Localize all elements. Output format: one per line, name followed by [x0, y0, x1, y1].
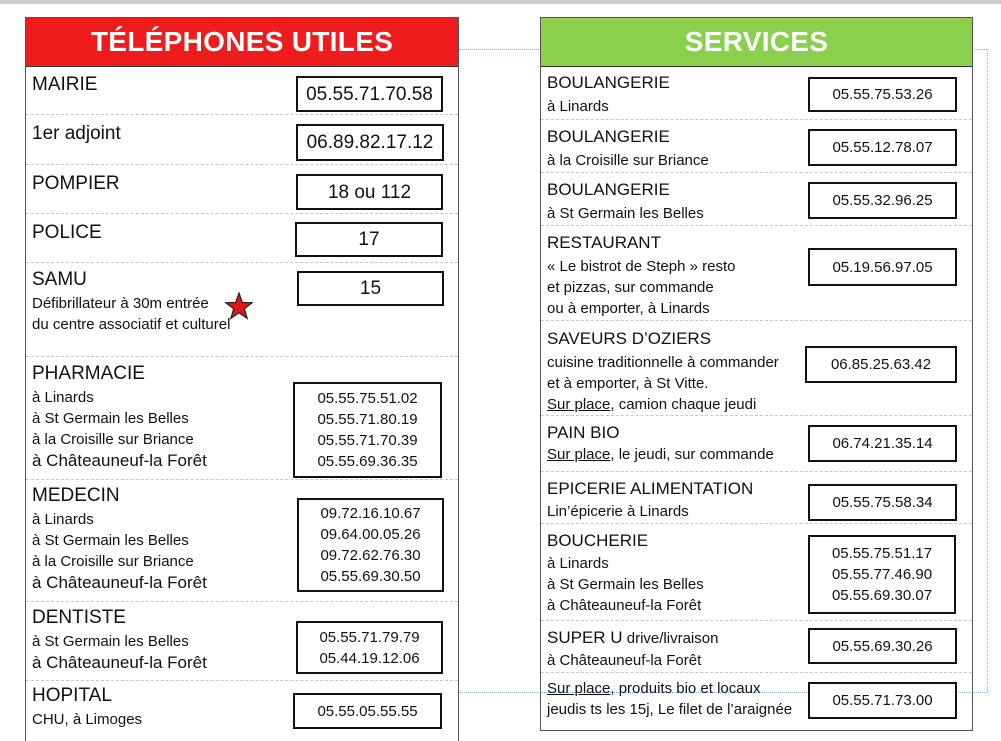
epicerie-phone[interactable]	[808, 484, 957, 521]
boulangerie-croisille-phone[interactable]	[808, 129, 957, 166]
dentiste-place-1: à St Germain les Belles	[32, 633, 189, 650]
hopital-label: HOPITAL	[32, 685, 112, 706]
medecin-label: MEDECIN	[32, 485, 120, 506]
mairie-phone[interactable]	[296, 76, 443, 112]
police-phone-text: 17	[358, 229, 380, 250]
superu-name: SUPER U	[547, 628, 623, 647]
pharmacie-phone-4: 05.55.69.36.35	[317, 453, 418, 470]
adjoint-phone-text: 06.89.82.17.12	[306, 132, 434, 153]
marche-sur-place: Sur place	[547, 680, 611, 697]
saveurs-line-2: et à emporter, à St Vitte.	[547, 375, 709, 392]
adjoint-label: 1er adjoint	[32, 123, 121, 144]
saveurs-row	[541, 321, 972, 416]
samu-phone-text: 15	[359, 278, 382, 299]
boulangerie-croisille-label: BOULANGERIE	[547, 127, 670, 146]
dentiste-phones[interactable]	[296, 621, 443, 674]
painbio-line-1	[547, 444, 774, 465]
boucherie-phone-3: 05.55.69.30.07	[831, 587, 933, 604]
boucherie-row	[541, 524, 972, 621]
police-label: POLICE	[32, 222, 102, 243]
dentiste-row	[26, 602, 458, 681]
pharmacie-phone-1: 05.55.75.51.02	[317, 390, 418, 407]
boulangerie-croisille-location: à la Croisille sur Briance	[547, 152, 709, 169]
restaurant-phone-text: 05.19.56.97.05	[832, 258, 933, 276]
marche-phone-text: 05.55.71.73.00	[832, 692, 933, 709]
boulangerie-stgermain-row	[541, 173, 972, 226]
superu-label	[547, 628, 718, 648]
medecin-place-2: à St Germain les Belles	[32, 532, 189, 549]
dentiste-phone-2: 05.44.19.12.06	[319, 649, 420, 667]
hopital-row	[26, 681, 458, 741]
police-phone[interactable]	[295, 222, 443, 257]
boulangerie-linards-phone[interactable]	[808, 77, 957, 112]
mairie-phone-text: 05.55.71.70.58	[306, 83, 433, 105]
boucherie-phone-1: 05.55.75.51.17	[831, 545, 933, 562]
boulangerie-stgermain-label: BOULANGERIE	[547, 180, 670, 199]
dentiste-place-2: à Châteauneuf-la Forêt	[32, 653, 207, 672]
hopital-phone-text: 05.55.05.55.55	[317, 702, 418, 720]
restaurant-line-2: et pizzas, sur commande	[547, 279, 714, 296]
adjoint-row	[26, 115, 458, 165]
boucherie-phone-2: 05.55.77.46.90	[831, 566, 933, 583]
mairie-row	[26, 66, 458, 115]
boulangerie-linards-row	[541, 67, 972, 120]
marche-line-1	[547, 678, 760, 699]
boulangerie-croisille-phone-text: 05.55.12.78.07	[832, 139, 933, 156]
superu-phone-text: 05.55.69.30.26	[832, 637, 933, 655]
medecin-phone-1: 09.72.16.10.67	[320, 505, 421, 522]
pharmacie-place-4: à Châteauneuf-la Forêt	[32, 451, 207, 470]
restaurant-label: RESTAURANT	[547, 233, 661, 252]
superu-service: drive/livraison	[622, 630, 719, 647]
window-top-border	[0, 0, 1001, 4]
superu-location: à Châteauneuf-la Forêt	[547, 652, 702, 669]
police-row	[26, 214, 458, 263]
pharmacie-phones[interactable]	[293, 382, 442, 478]
painbio-label: PAIN BIO	[547, 423, 620, 442]
painbio-row	[541, 416, 972, 472]
restaurant-row	[541, 226, 972, 321]
boucherie-place-2: à St Germain les Belles	[547, 576, 704, 593]
boucherie-place-1: à Linards	[547, 555, 609, 572]
epicerie-row	[541, 472, 972, 524]
boucherie-phones[interactable]	[808, 535, 956, 614]
boucherie-place-3: à Châteauneuf-la Forêt	[547, 597, 702, 614]
painbio-phone-text: 06.74.21.35.14	[832, 435, 933, 452]
saveurs-line-3	[547, 394, 756, 415]
hopital-phone[interactable]	[293, 693, 442, 729]
boulangerie-linards-phone-text: 05.55.75.53.26	[832, 86, 933, 103]
boulangerie-linards-location: à Linards	[547, 98, 609, 115]
boulangerie-stgermain-phone[interactable]	[808, 182, 957, 219]
useful-phones-title: TÉLÉPHONES UTILES	[26, 17, 458, 67]
marche-row	[541, 673, 972, 730]
medecin-place-3: à la Croisille sur Briance	[32, 553, 194, 570]
saveurs-sur-place: Sur place	[547, 396, 611, 413]
boucherie-label: BOUCHERIE	[547, 531, 649, 550]
boulangerie-linards-label: BOULANGERIE	[547, 73, 670, 92]
saveurs-label: SAVEURS D’OZIERS	[547, 329, 712, 348]
restaurant-line-1: « Le bistrot de Steph » resto	[547, 258, 736, 275]
medecin-phones[interactable]	[297, 498, 444, 592]
pompier-row	[26, 165, 458, 214]
medecin-phone-4: 05.55.69.30.50	[320, 568, 421, 585]
samu-row	[26, 263, 458, 357]
hopital-location: CHU, à Limoges	[32, 711, 143, 728]
services-panel	[540, 17, 973, 731]
boulangerie-croisille-row	[541, 120, 972, 173]
pharmacie-place-2: à St Germain les Belles	[32, 410, 189, 427]
medecin-phone-2: 09.64.00.05.26	[320, 526, 421, 543]
adjoint-phone[interactable]	[296, 124, 444, 161]
pompier-phone-text: 18 ou 112	[327, 181, 412, 203]
saveurs-line-1: cuisine traditionnelle à commander	[547, 354, 779, 371]
saveurs-phone-text: 06.85.25.63.42	[830, 356, 932, 373]
mairie-label: MAIRIE	[32, 74, 98, 95]
marche-line-2: jeudis ts les 15j, Le filet de l’araignée	[547, 701, 793, 718]
medecin-place-1: à Linards	[32, 511, 94, 528]
saveurs-line-3-rest: , camion chaque jeudi	[610, 396, 757, 413]
marche-line-1-rest: , produits bio et locaux	[610, 680, 761, 697]
saveurs-phone[interactable]	[805, 346, 957, 383]
services-title: SERVICES	[541, 18, 972, 67]
layout-guide	[987, 49, 988, 692]
restaurant-line-3: ou à emporter, à Linards	[547, 300, 710, 317]
pharmacie-phone-2: 05.55.71.80.19	[317, 411, 418, 428]
pompier-phone[interactable]	[296, 174, 443, 210]
painbio-line-1-rest: , le jeudi, sur commande	[610, 446, 774, 463]
painbio-sur-place: Sur place	[547, 446, 611, 463]
medecin-place-4: à Châteauneuf-la Forêt	[32, 573, 207, 592]
epicerie-label: EPICERIE ALIMENTATION	[547, 479, 754, 498]
superu-phone[interactable]	[808, 628, 957, 664]
samu-defib-line1: Défibrillateur à 30m entrée	[32, 295, 209, 312]
pompier-label: POMPIER	[32, 173, 120, 194]
useful-phones-panel	[25, 17, 459, 741]
pharmacie-row	[26, 357, 458, 480]
samu-defib-line2: du centre associatif et culturel	[32, 316, 231, 333]
restaurant-phone[interactable]	[808, 248, 957, 286]
epicerie-location: Lin’épicerie à Linards	[547, 503, 689, 520]
pharmacie-place-1: à Linards	[32, 389, 94, 406]
painbio-phone[interactable]	[808, 425, 957, 462]
star-icon	[225, 292, 253, 320]
pharmacie-place-3: à la Croisille sur Briance	[32, 431, 194, 448]
samu-label: SAMU	[32, 269, 87, 290]
medecin-row	[26, 480, 458, 602]
boulangerie-stgermain-phone-text: 05.55.32.96.25	[832, 192, 933, 209]
pharmacie-phone-3: 05.55.71.70.39	[317, 432, 418, 449]
superu-row	[541, 621, 972, 673]
dentiste-phone-1: 05.55.71.79.79	[319, 628, 420, 646]
marche-phone[interactable]	[808, 682, 957, 719]
dentiste-label: DENTISTE	[32, 607, 126, 628]
medecin-phone-3: 09.72.62.76.30	[320, 547, 421, 564]
samu-phone[interactable]	[297, 271, 444, 306]
pharmacie-label: PHARMACIE	[32, 363, 145, 384]
boulangerie-stgermain-location: à St Germain les Belles	[547, 205, 704, 222]
epicerie-phone-text: 05.55.75.58.34	[832, 494, 933, 511]
